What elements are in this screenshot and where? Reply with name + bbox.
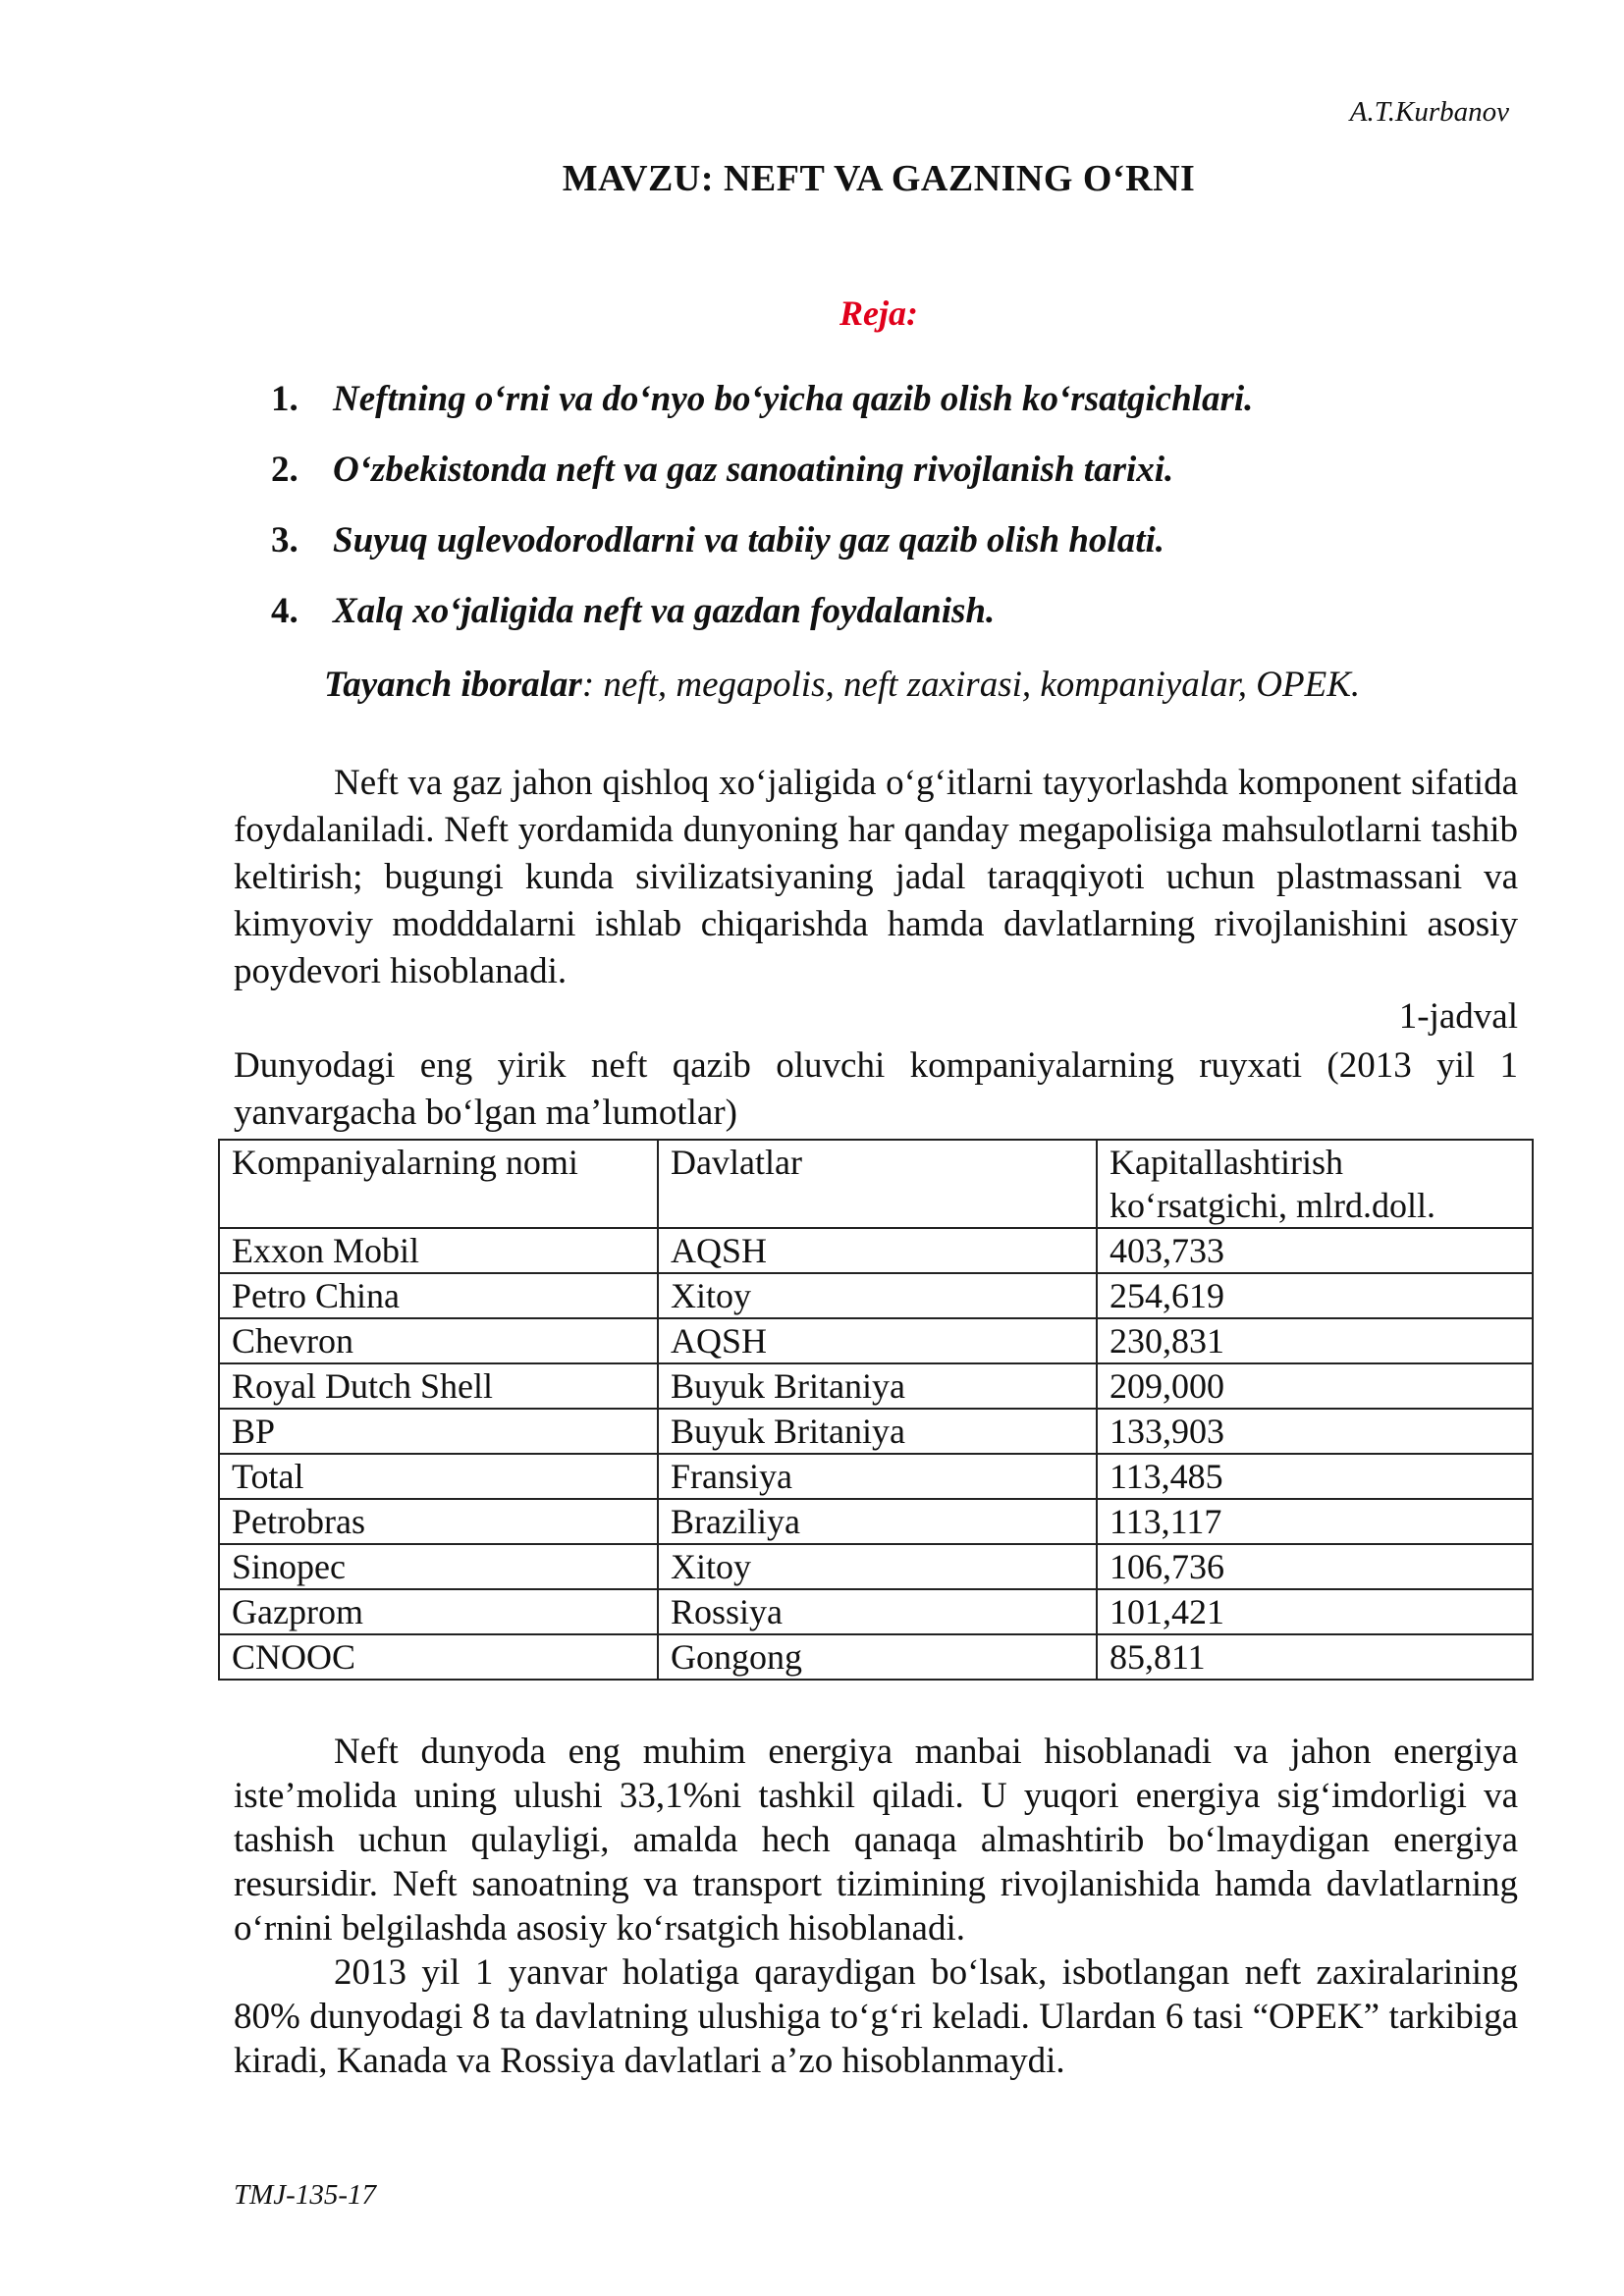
table-caption: Dunyodagi eng yirik neft qazib oluvchi kompaniyalarning ruyxati (2013 yil 1 yanvargacha bo‘lgan ma’lumotlar) [234,1045,1518,1133]
company-name: Petrobras [219,1499,658,1544]
company-capitalization: 133,903 [1097,1409,1533,1454]
plan-item [271,519,1253,590]
company-capitalization: 113,117 [1097,1499,1533,1544]
companies-table [218,1139,1534,1681]
table-row [219,1634,1533,1680]
header-author: A.T.Kurbanov [1349,96,1509,128]
plan-item [271,449,1253,519]
page-title: MAVZU: NEFT VA GAZNING O‘RNI [562,158,1196,199]
company-name: Royal Dutch Shell [219,1363,658,1409]
paragraph-intro: Neft va gaz jahon qishloq xo‘jaligida o‘g‘itlarni tayyorlashda komponent sifatida foydalaniladi. Neft yordamida dunyoning har qanday megapolisiga mahsulotlarni tashib keltirish; bugungi kunda sivilizatsiyaning jadal taraqqiyoti uchun plastmassani va kimyoviy modddalarni ishlab chiqarishda hamda davlatlarning rivojlanishini asosiy poydevori hisoblanadi. [234,763,1518,991]
company-country: AQSH [658,1228,1097,1273]
plan-item-number: 4. [271,591,298,631]
plan-heading: Reja: [839,294,918,333]
plan-item-number: 1. [271,379,298,419]
company-capitalization: 85,811 [1097,1634,1533,1680]
plan-item [271,378,1253,449]
table-row [219,1228,1533,1273]
table-header-cell: Kompaniyalarning nomi [219,1140,658,1228]
company-name: Chevron [219,1318,658,1363]
table-row [219,1273,1533,1318]
company-capitalization: 106,736 [1097,1544,1533,1589]
plan-item [271,590,1253,661]
plan-item-number: 3. [271,520,298,561]
company-capitalization: 101,421 [1097,1589,1533,1634]
company-capitalization: 230,831 [1097,1318,1533,1363]
keywords [324,664,1360,706]
table-label: 1-jadval [1398,996,1518,1037]
company-name: Gazprom [219,1589,658,1634]
table-header-row [219,1140,1533,1228]
company-country: Braziliya [658,1499,1097,1544]
keywords-text: : neft, megapolis, neft zaxirasi, kompaniyalar, OPEK. [581,665,1361,705]
company-country: AQSH [658,1318,1097,1363]
plan-item-text: Neftning o‘rni va do‘nyo bo‘yicha qazib olish ko‘rsatgichlari. [333,379,1254,419]
keywords-label: Tayanch iboralar [324,665,582,705]
company-capitalization: 254,619 [1097,1273,1533,1318]
company-country: Xitoy [658,1544,1097,1589]
company-capitalization: 113,485 [1097,1454,1533,1499]
company-country: Xitoy [658,1273,1097,1318]
company-country: Fransiya [658,1454,1097,1499]
plan-list [271,378,1253,661]
company-name: Petro China [219,1273,658,1318]
company-country: Buyuk Britaniya [658,1409,1097,1454]
table-header-cell: Kapitallashtirish ko‘rsatgichi, mlrd.doll. [1097,1140,1533,1228]
table-row [219,1499,1533,1544]
table-row [219,1318,1533,1363]
company-country: Rossiya [658,1589,1097,1634]
company-capitalization: 403,733 [1097,1228,1533,1273]
plan-item-number: 2. [271,450,298,490]
plan-item-text: Xalq xo‘jaligida neft va gazdan foydalanish. [333,591,996,631]
company-country: Buyuk Britaniya [658,1363,1097,1409]
table-header-cell: Davlatlar [658,1140,1097,1228]
plan-item-text: Suyuq uglevodorodlarni va tabiiy gaz qazib olish holati. [333,520,1165,561]
table-row [219,1409,1533,1454]
table-row [219,1589,1533,1634]
company-name: Total [219,1454,658,1499]
company-country: Gongong [658,1634,1097,1680]
plan-item-text: O‘zbekistonda neft va gaz sanoatining rivojlanish tarixi. [333,450,1174,490]
company-name: Exxon Mobil [219,1228,658,1273]
table-row [219,1544,1533,1589]
company-name: Sinopec [219,1544,658,1589]
table-row [219,1454,1533,1499]
company-name: CNOOC [219,1634,658,1680]
footer-code: TMJ-135-17 [234,2179,376,2211]
table-row [219,1363,1533,1409]
company-name: BP [219,1409,658,1454]
paragraph-energy: Neft dunyoda eng muhim energiya manbai hisoblanadi va jahon energiya iste’molida uning ulushi 33,1%ni tashkil qiladi. U yuqori energiya sig‘imdorligi va tashish uchun qulayligi, amalda hech qanaqa almashtirib bo‘lmaydigan energiya resursidir. Neft sanoatning va transport tizimining rivojlanishida hamda davlatlarning o‘rnini belgilashda asosiy ko‘rsatgich hisoblanadi. [234,1732,1518,1949]
company-capitalization: 209,000 [1097,1363,1533,1409]
paragraph-reserves: 2013 yil 1 yanvar holatiga qaraydigan bo‘lsak, isbotlangan neft zaxiralarining 80% dunyodagi 8 ta davlatning ulushiga to‘g‘ri keladi. Ulardan 6 tasi “OPEK” tarkibiga kiradi, Kanada va Rossiya davlatlari a’zo hisoblanmaydi. [234,1952,1518,2081]
